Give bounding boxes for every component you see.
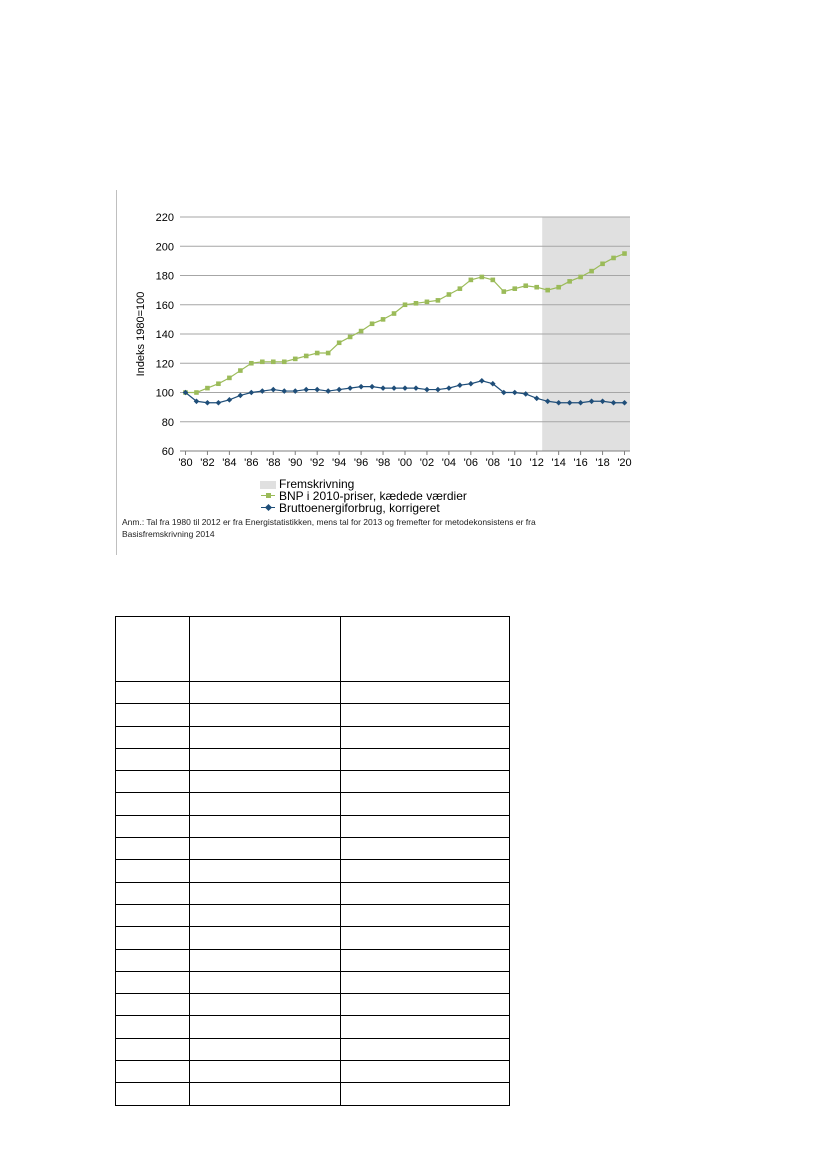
data-point-gdp (491, 278, 496, 283)
table-cell (116, 617, 190, 682)
table-cell (190, 815, 341, 837)
x-tick-label: '14 (551, 457, 566, 469)
table-cell (190, 1061, 341, 1083)
data-point-gdp (370, 321, 375, 326)
empty-table (115, 616, 510, 1106)
table-row (116, 771, 510, 793)
x-tick-label: '04 (441, 457, 457, 469)
data-point-gdp (611, 256, 616, 261)
data-point-gdp (480, 275, 485, 280)
x-tick-label: '00 (397, 457, 413, 469)
table-cell (190, 793, 341, 815)
table-cell (116, 904, 190, 926)
data-point-energy (303, 387, 309, 393)
data-point-energy (314, 387, 320, 393)
gdp-energy-line-chart (120, 190, 640, 475)
x-tick-label: '82 (200, 457, 215, 469)
data-point-gdp (622, 251, 627, 256)
data-point-energy (347, 385, 353, 391)
table-cell (341, 815, 510, 837)
table-cell (116, 1016, 190, 1038)
chart-legend (260, 478, 467, 514)
table-row (116, 971, 510, 993)
data-point-gdp (556, 285, 561, 290)
data-point-gdp (458, 286, 463, 291)
table-row (116, 838, 510, 860)
table-cell (190, 771, 341, 793)
data-point-energy (216, 400, 222, 406)
data-point-energy (205, 400, 211, 406)
table-row (116, 704, 510, 726)
x-tick-label: '20 (617, 457, 632, 469)
x-tick-label: '06 (463, 457, 479, 469)
data-point-gdp (414, 301, 419, 306)
table-cell (116, 1038, 190, 1060)
data-point-gdp (293, 357, 298, 362)
table-row (116, 882, 510, 904)
table-cell (190, 682, 341, 704)
table-cell (116, 949, 190, 971)
chart-note-line-2: Basisfremskrivning 2014 (122, 529, 215, 539)
x-tick-label: '84 (222, 457, 237, 469)
table-cell (190, 882, 341, 904)
x-tick-label: '12 (529, 457, 544, 469)
page-margin-rule (116, 190, 117, 555)
table-row (116, 994, 510, 1016)
legend-swatch-gdp (260, 490, 276, 502)
table-cell (341, 1061, 510, 1083)
x-tick-label: '16 (573, 457, 588, 469)
table-cell (341, 994, 510, 1016)
table-cell (116, 838, 190, 860)
data-point-energy (227, 397, 233, 403)
data-point-gdp (348, 335, 353, 340)
data-point-gdp (403, 302, 408, 307)
data-point-gdp (337, 340, 342, 345)
x-tick-label: '98 (375, 457, 391, 469)
table-cell (190, 1083, 341, 1105)
x-tick-label: '88 (266, 457, 281, 469)
x-tick-label: '08 (485, 457, 500, 469)
data-point-gdp (271, 359, 276, 364)
legend-label-projection: Fremskrivning (279, 477, 355, 491)
x-tick-label: '94 (331, 457, 347, 469)
table-cell (116, 1083, 190, 1105)
x-tick-label: '02 (419, 457, 435, 469)
table-cell (341, 1016, 510, 1038)
table-row (116, 860, 510, 882)
table-row (116, 682, 510, 704)
table-row (116, 927, 510, 949)
table-header-row (116, 617, 510, 682)
chart-note (122, 516, 622, 540)
y-tick-label: 120 (155, 358, 174, 371)
data-point-gdp (447, 292, 452, 297)
data-point-energy (238, 393, 244, 399)
table-cell (341, 949, 510, 971)
table-cell (190, 1038, 341, 1060)
table-cell (341, 726, 510, 748)
table-cell (341, 617, 510, 682)
data-point-gdp (512, 286, 517, 291)
table-cell (116, 927, 190, 949)
table-cell (190, 726, 341, 748)
table-cell (116, 1061, 190, 1083)
table-cell (341, 682, 510, 704)
table-cell (341, 1038, 510, 1060)
data-point-gdp (381, 317, 386, 322)
table-cell (190, 748, 341, 770)
y-tick-label: 180 (155, 270, 174, 283)
table-row (116, 726, 510, 748)
table-cell (190, 617, 341, 682)
table-cell (116, 994, 190, 1016)
data-point-gdp (567, 279, 572, 284)
table-cell (341, 860, 510, 882)
table-cell (341, 771, 510, 793)
data-point-gdp (578, 275, 583, 280)
table-cell (116, 771, 190, 793)
table-cell (341, 793, 510, 815)
data-point-gdp (436, 298, 441, 303)
table-cell (341, 704, 510, 726)
data-point-gdp (205, 386, 210, 391)
data-point-energy (270, 387, 276, 393)
table-cell (341, 971, 510, 993)
y-tick-label: 100 (155, 387, 174, 400)
table-cell (190, 838, 341, 860)
table-cell (190, 704, 341, 726)
data-point-gdp (501, 289, 506, 294)
legend-swatch-energy (260, 502, 276, 514)
table-cell (341, 927, 510, 949)
x-tick-label: '86 (244, 457, 259, 469)
y-tick-label: 160 (155, 299, 174, 312)
data-point-gdp (227, 376, 232, 381)
data-point-energy (424, 387, 430, 393)
data-point-gdp (249, 361, 254, 366)
table-cell (116, 704, 190, 726)
data-point-gdp (260, 359, 265, 364)
y-tick-label: 220 (155, 212, 174, 224)
table-cell (341, 1083, 510, 1105)
table-cell (116, 971, 190, 993)
table-cell (116, 682, 190, 704)
table-row (116, 1016, 510, 1038)
data-point-energy (534, 396, 540, 402)
y-tick-label: 140 (155, 329, 174, 341)
data-point-energy (468, 381, 474, 387)
data-point-gdp (238, 368, 243, 373)
data-point-gdp (523, 283, 528, 288)
data-point-energy (369, 384, 375, 390)
data-point-gdp (469, 278, 474, 283)
data-point-energy (479, 378, 485, 384)
x-tick-label: '96 (353, 457, 369, 469)
legend-swatch-projection (260, 481, 276, 489)
data-point-gdp (392, 311, 397, 316)
data-point-energy (402, 385, 408, 391)
table-cell (341, 748, 510, 770)
chart-note-line-1: Anm.: Tal fra 1980 til 2012 er fra Energistatistikken, mens tal for 2013 og fremefter for metodekonsistens er fra (122, 517, 536, 527)
data-point-energy (413, 385, 419, 391)
data-point-gdp (282, 359, 287, 364)
table-cell (116, 748, 190, 770)
table-cell (116, 793, 190, 815)
legend-item-energy (260, 502, 467, 514)
data-point-energy (249, 390, 255, 396)
table-row (116, 793, 510, 815)
data-point-energy (435, 387, 441, 393)
data-point-energy (336, 387, 342, 393)
data-point-energy (457, 382, 463, 388)
y-tick-label: 80 (161, 416, 174, 429)
table-cell (341, 882, 510, 904)
x-tick-label: '18 (595, 457, 610, 469)
data-point-gdp (315, 351, 320, 356)
x-tick-label: '92 (310, 457, 325, 469)
data-point-energy (358, 384, 364, 390)
y-tick-label: 60 (161, 446, 174, 458)
table-cell (190, 949, 341, 971)
table-cell (190, 994, 341, 1016)
table-row (116, 748, 510, 770)
table-row (116, 949, 510, 971)
table-cell (190, 927, 341, 949)
x-tick-label: '10 (507, 457, 522, 469)
data-point-gdp (326, 351, 331, 356)
table-row (116, 1061, 510, 1083)
data-point-gdp (545, 288, 550, 293)
legend-label-energy: Bruttoenergiforbrug, korrigeret (279, 501, 440, 515)
y-axis-label: Indeks 1980=100 (135, 291, 147, 377)
legend-label-gdp: BNP i 2010-priser, kædede værdier (279, 489, 467, 503)
data-point-energy (512, 390, 518, 396)
table-row (116, 815, 510, 837)
table-cell (116, 882, 190, 904)
table-row (116, 904, 510, 926)
y-tick-label: 200 (155, 241, 174, 254)
table-row (116, 1083, 510, 1105)
table-cell (190, 860, 341, 882)
table-row (116, 1038, 510, 1060)
data-point-gdp (600, 262, 605, 267)
table-cell (116, 860, 190, 882)
table-cell (116, 815, 190, 837)
x-tick-label: '90 (288, 457, 303, 469)
data-point-gdp (194, 390, 199, 395)
data-point-gdp (589, 269, 594, 274)
table-cell (190, 1016, 341, 1038)
table-cell (190, 971, 341, 993)
data-point-gdp (304, 354, 309, 359)
data-point-energy (391, 385, 397, 391)
table-cell (190, 904, 341, 926)
table-cell (341, 904, 510, 926)
data-point-gdp (359, 329, 364, 334)
table-cell (116, 726, 190, 748)
data-point-energy (446, 385, 452, 391)
data-point-gdp (216, 381, 221, 386)
data-point-gdp (534, 285, 539, 290)
table-cell (341, 838, 510, 860)
x-tick-label: '80 (178, 457, 193, 469)
data-point-energy (380, 385, 386, 391)
data-point-gdp (425, 300, 430, 305)
